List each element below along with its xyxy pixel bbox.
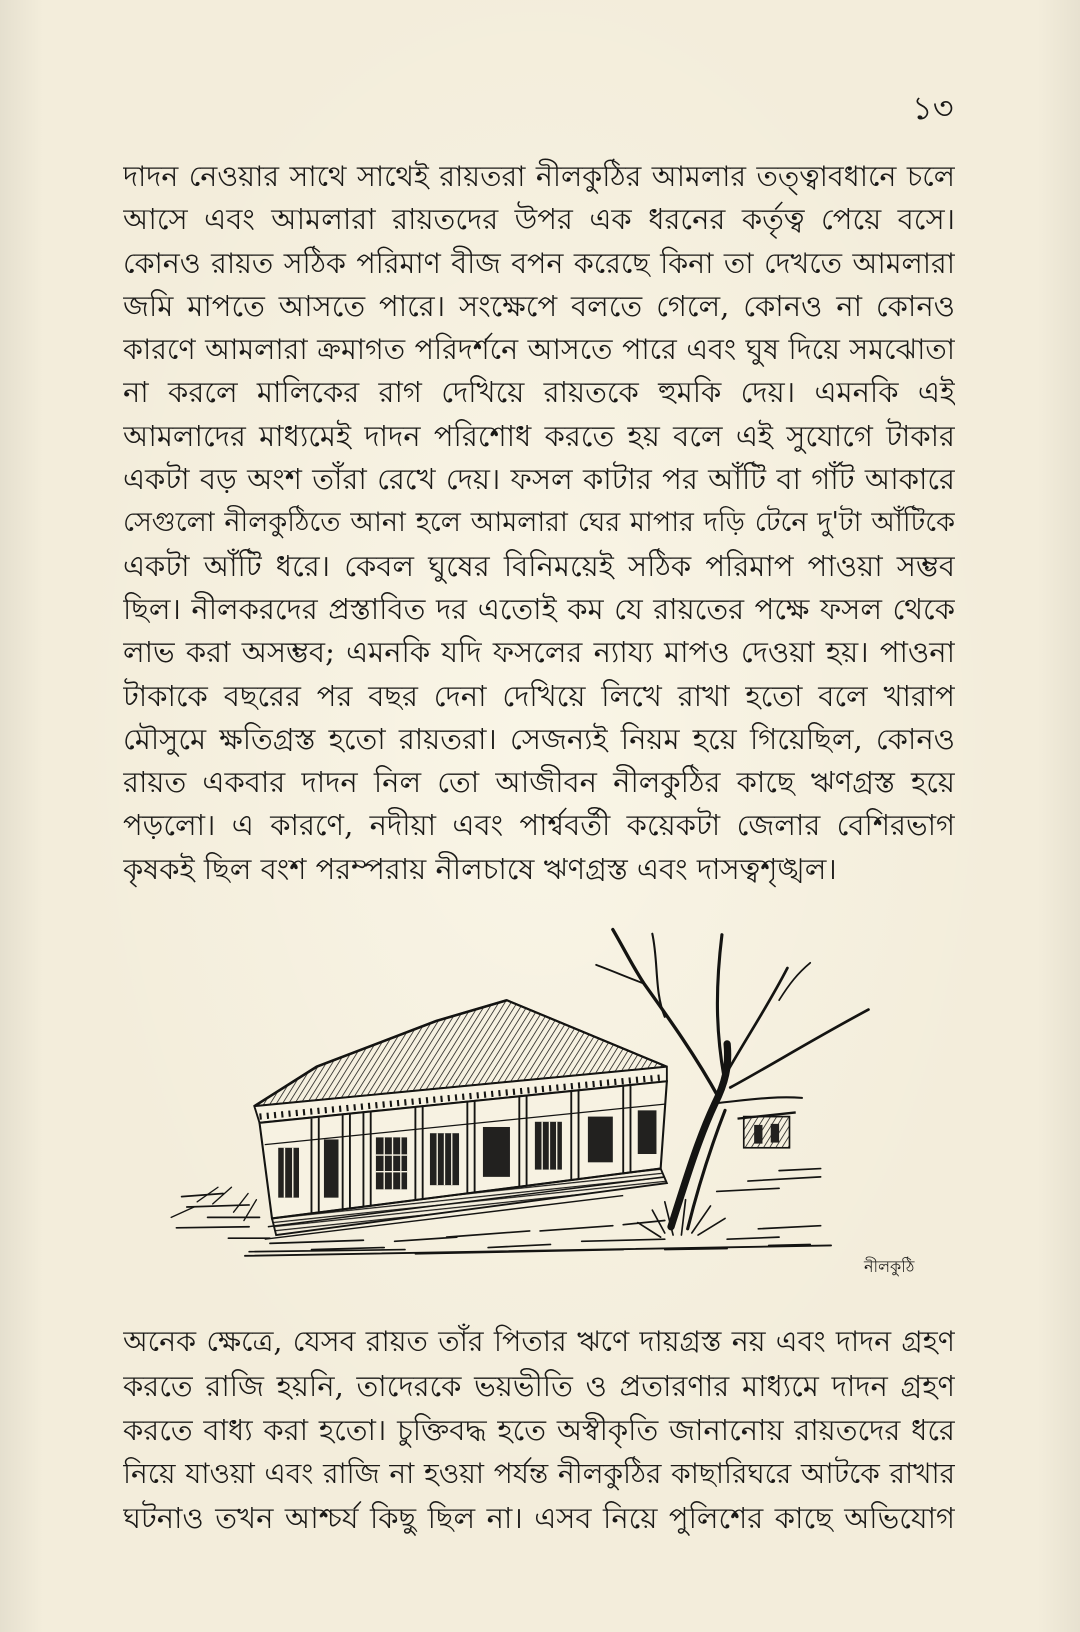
page-number: ১৩ xyxy=(912,89,954,127)
text-line: করতে রাজি হয়নি, তাদেরকে ভয়ভীতি ও প্রতারণার মাধ্যমে দাদন গ্রহণ xyxy=(123,1369,955,1403)
nilkuthi-illustration xyxy=(166,916,883,1259)
text-line: অনেক ক্ষেত্রে, যেসব রায়ত তাঁর পিতার ঋণে দায়গ্রস্ত নয় এবং দাদন গ্রহণ xyxy=(123,1325,955,1358)
text-line: ঘটনাও তখন আশ্চর্য কিছু ছিল না। এসব নিয়ে পুলিশের কাছে অভিযোগ xyxy=(123,1501,955,1535)
text-line: না করলে মালিকের রাগ দেখিয়ে রায়তকে হুমকি দেয়। এমনকি এই xyxy=(123,375,955,410)
text-line: একটা আঁটি ধরে। কেবল ঘুষের বিনিময়েই সঠিক পরিমাপ পাওয়া সম্ভব xyxy=(123,548,955,583)
text-line: কারণে আমলারা ক্রমাগত পরিদর্শনে আসতে পারে এবং ঘুষ দিয়ে সমঝোতা xyxy=(123,333,955,367)
figure-caption: নীলকুঠি xyxy=(864,1257,915,1276)
text-line: করতে বাধ্য করা হতো। চুক্তিবদ্ধ হতে অস্বীকৃতি জানানোয় রায়তদের ধরে xyxy=(123,1413,955,1447)
text-line: আসে এবং আমলারা রায়তদের উপর এক ধরনের কর্তৃত্ব পেয়ে বসে। xyxy=(123,202,955,237)
paragraph-2 xyxy=(123,1320,955,1540)
text-line: কোনও রায়ত সঠিক পরিমাণ বীজ বপন করেছে কিনা তা দেখতে আমলারা xyxy=(123,246,955,280)
text-line: পড়লো। এ কারণে, নদীয়া এবং পার্শ্ববর্তী কয়েকটা জেলার বেশিরভাগ xyxy=(123,808,955,843)
text-line: সেগুলো নীলকুঠিতে আনা হলে আমলারা ঘের মাপার দড়ি টেনে দু'টা আঁটিকে xyxy=(123,507,955,539)
text-line: লাভ করা অসম্ভব; এমনকি যদি ফসলের ন্যায্য মাপও দেওয়া হয়। পাওনা xyxy=(123,635,955,670)
text-line: টাকাকে বছরের পর বছর দেনা দেখিয়ে লিখে রাখা হতো বলে খারাপ xyxy=(123,678,955,713)
text-line: একটা বড় অংশ তাঁরা রেখে দেয়। ফসল কাটার পর আঁটি বা গাঁট আকারে xyxy=(123,462,955,497)
text-line: আমলাদের মাধ্যমেই দাদন পরিশোধ করতে হয় বলে এই সুযোগে টাকার xyxy=(123,418,955,453)
text-line: দাদন নেওয়ার সাথে সাথেই রায়তরা নীলকুঠির আমলার তত্ত্বাবধানে চলে xyxy=(123,160,955,193)
paragraph-1 xyxy=(123,155,955,891)
text-line: ছিল। নীলকরদের প্রস্তাবিত দর এতোই কম যে রায়তের পক্ষে ফসল থেকে xyxy=(123,591,955,626)
text-line: মৌসুমে ক্ষতিগ্রস্ত হতো রায়তরা। সেজন্যই নিয়ম হয়ে গিয়েছিল, কোনও xyxy=(123,721,955,756)
text-line: নিয়ে যাওয়া এবং রাজি না হওয়া পর্যন্ত নীলকুঠির কাছারিঘরে আটকে রাখার xyxy=(123,1457,955,1490)
text-line: কৃষকই ছিল বংশ পরম্পরায় নীলচাষে ঋণগ্রস্ত এবং দাসত্বশৃঙ্খল। xyxy=(123,851,837,886)
outbuilding xyxy=(738,1112,796,1147)
text-line: জমি মাপতে আসতে পারে। সংক্ষেপে বলতে গেলে, কোনও না কোনও xyxy=(123,288,955,323)
text-line: রায়ত একবার দাদন নিল তো আজীবন নীলকুঠির কাছে ঋণগ্রস্ত হয়ে xyxy=(123,765,955,800)
